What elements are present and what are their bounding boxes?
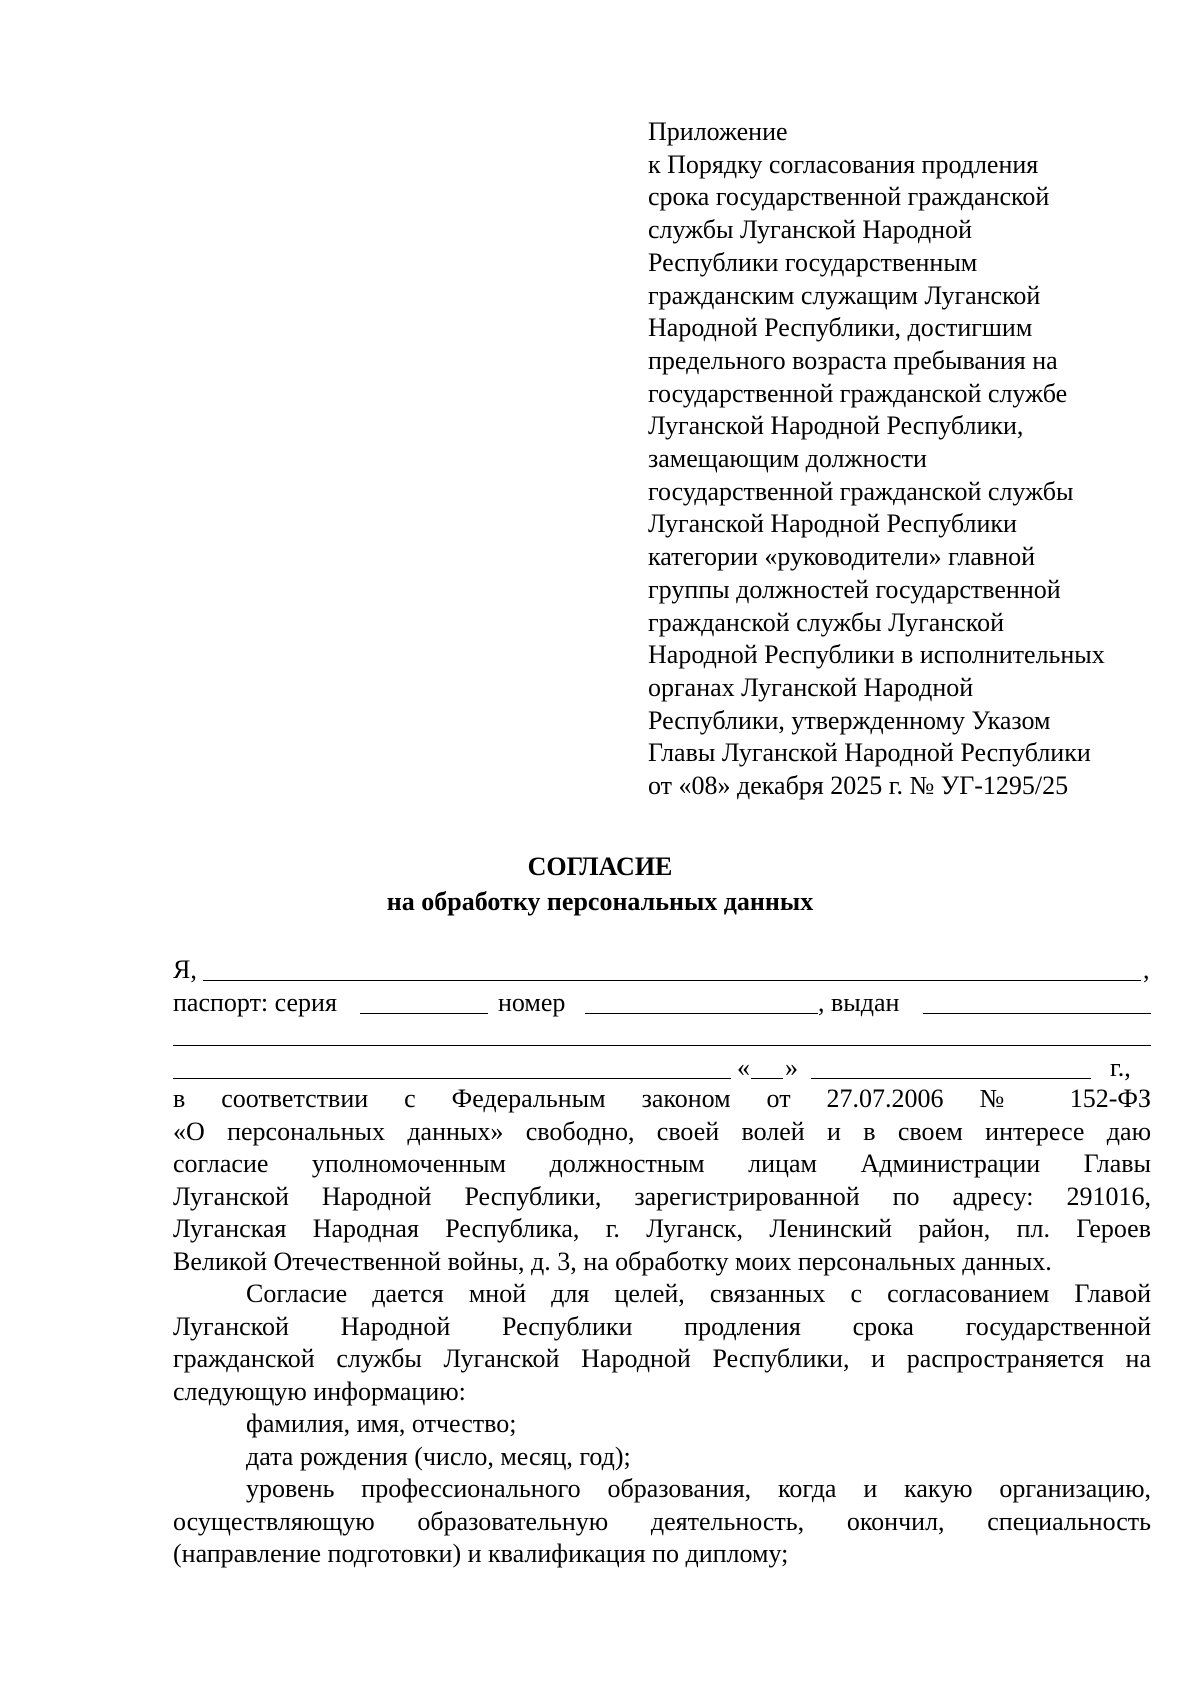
issued-by-end-field[interactable]	[173, 1078, 731, 1079]
list-item: осуществляющую образовательную деятельность, окончил, специальность	[173, 1506, 1151, 1536]
body-line: Луганская Народная Республика, г. Луганск, Ленинский район, пл. Героев	[173, 1214, 1151, 1243]
appendix-line: Республики государственным	[648, 247, 978, 277]
body-line: «О персональных данных» свободно, своей волей и в своем интересе даю	[173, 1116, 1151, 1146]
body-line: следующую информацию:	[173, 1376, 466, 1406]
form-line-passport	[173, 987, 1151, 1019]
quote-close: »	[785, 1053, 798, 1082]
list-item: дата рождения (число, месяц, год);	[246, 1441, 631, 1471]
body-line: Согласие дается мной для целей, связанных с согласованием Главой	[246, 1279, 1151, 1308]
issued-by-continuation-field[interactable]	[173, 1045, 1151, 1046]
form-line-issue-date	[173, 1052, 1151, 1084]
list-item: фамилия, имя, отчество;	[246, 1409, 517, 1438]
appendix-line: Луганской Народной Республики,	[648, 411, 1024, 441]
quote-open: «	[737, 1053, 750, 1082]
issued-by-field[interactable]	[923, 1013, 1151, 1014]
consent-body	[173, 1083, 1151, 1571]
form-line-issued-cont	[173, 1019, 1151, 1051]
issue-day-field[interactable]	[751, 1078, 783, 1079]
body-line: Луганской Народной Республики продления срока государственной	[173, 1311, 1151, 1341]
appendix-line: Республики, утвержденному Указом	[648, 705, 1051, 735]
appendix-line: гражданским служащим Луганской	[648, 280, 1041, 310]
appendix-line: Народной Республики, достигшим	[648, 313, 1033, 343]
appendix-line: государственной гражданской службы	[648, 476, 1074, 506]
body-line: гражданской службы Луганской Народной Республики, и распространяется на	[173, 1344, 1151, 1373]
appendix-block	[648, 116, 1168, 803]
appendix-line: государственной гражданской службе	[648, 378, 1068, 408]
document-subtitle: на обработку персональных данных	[386, 887, 814, 916]
appendix-line: группы должностей государственной	[648, 574, 1061, 604]
appendix-line: Главы Луганской Народной Республики	[648, 738, 1091, 768]
appendix-line: замещающим должности	[648, 444, 927, 474]
document-title: СОГЛАСИЕ	[527, 852, 673, 881]
appendix-line: Луганской Народной Республики	[648, 509, 1017, 539]
passport-number-label: номер	[498, 988, 566, 1017]
passport-number-field[interactable]	[585, 1013, 818, 1014]
appendix-line: гражданской службы Луганской	[648, 607, 1004, 637]
list-item: уровень профессионального образования, когда и какую организацию,	[246, 1474, 1151, 1503]
body-line: Великой Отечественной войны, д. 3, на обработку моих персональных данных.	[173, 1246, 1052, 1276]
ya-label: Я,	[173, 955, 197, 984]
issue-month-year-field[interactable]	[811, 1078, 1091, 1079]
full-name-field[interactable]	[203, 980, 1141, 981]
appendix-line: категории «руководители» главной	[648, 542, 1036, 572]
body-line: согласие уполномоченным должностным лицам Администрации Главы	[173, 1149, 1151, 1178]
appendix-line: службы Луганской Народной	[648, 215, 972, 245]
body-line: в соответствии с Федеральным законом от 27.07.2006 № 152-ФЗ	[173, 1084, 1151, 1113]
appendix-line: органах Луганской Народной	[648, 672, 974, 702]
list-item: (направление подготовки) и квалификация по диплому;	[173, 1539, 789, 1568]
passport-series-label: паспорт: серия	[173, 988, 337, 1017]
appendix-line: предельного возраста пребывания на	[648, 345, 1058, 375]
issued-label: , выдан	[818, 988, 900, 1017]
body-line: Луганской Народной Республики, зарегистрированной по адресу: 291016,	[173, 1181, 1151, 1211]
comma-label: ,	[1143, 955, 1150, 984]
appendix-line: срока государственной гражданской	[648, 182, 1050, 212]
appendix-line: к Порядку согласования продления	[648, 149, 1039, 179]
appendix-line: Приложение	[648, 117, 788, 146]
year-suffix: г.,	[1110, 1053, 1131, 1082]
appendix-line: от «08» декабря 2025 г. № УГ-1295/25	[648, 771, 1069, 801]
passport-series-field[interactable]	[360, 1013, 488, 1014]
form-line-name	[173, 954, 1151, 986]
appendix-line: Народной Республики в исполнительных	[648, 640, 1105, 670]
